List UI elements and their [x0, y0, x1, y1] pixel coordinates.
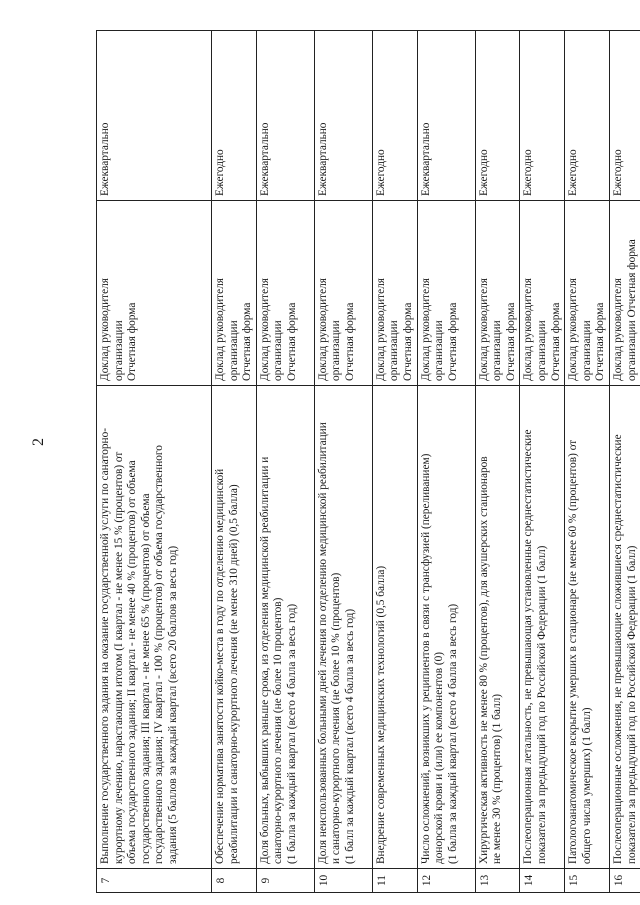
report-line: Доклад руководителя	[316, 278, 329, 381]
report-line: Отчетная форма	[549, 302, 562, 381]
report-cell	[256, 201, 314, 386]
page-number: 2	[30, 438, 47, 446]
row-number: 14	[520, 869, 565, 893]
report-line: организации	[330, 320, 343, 381]
indicator-cell	[417, 386, 475, 869]
indicator-cell	[372, 386, 417, 869]
row-number: 15	[565, 869, 610, 893]
row-number: 11	[372, 869, 417, 893]
period-cell: Ежегодно	[212, 31, 257, 201]
report-cell	[520, 201, 565, 386]
report-line: Отчетная форма	[401, 302, 414, 381]
report-line: Отчетная форма	[241, 302, 254, 381]
report-line: Доклад руководителя	[477, 278, 490, 381]
indicator-cell	[475, 386, 520, 869]
indicator-line: донорской крови и (или) ее компонентов (0)	[433, 651, 446, 864]
row-number: 8	[212, 869, 257, 893]
indicator-line: Доля больных, выбывших раньше срока, из отделения медицинской реабилитации и	[258, 456, 271, 864]
indicator-line: Хирургическая активность не менее 80 % (процентов), для акушерских стационаров	[477, 456, 490, 864]
period-cell: Ежегодно	[475, 31, 520, 201]
table-row	[97, 31, 212, 893]
report-line: организации	[112, 320, 125, 381]
period-cell: Ежеквартально	[314, 31, 372, 201]
indicator-cell	[565, 386, 610, 869]
row-number: 9	[256, 869, 314, 893]
table-row	[475, 31, 520, 893]
indicator-line: (1 балла за каждый квартал (всего 4 балла за весь год)	[446, 603, 459, 864]
report-line: Отчетная форма	[594, 302, 607, 381]
period-cell: Ежегодно	[565, 31, 610, 201]
indicator-line: реабилитации и санаторно-курортного лечения (не менее 310 дней) (0,5 балла)	[227, 484, 240, 864]
indicator-cell	[609, 386, 640, 869]
table-row	[256, 31, 314, 893]
indicators-table	[96, 30, 640, 893]
indicator-line: не менее 30 % (процентов) (1 балл)	[491, 694, 504, 864]
table-row	[372, 31, 417, 893]
period-cell: Ежегодно	[520, 31, 565, 201]
indicator-cell	[256, 386, 314, 869]
report-line: организации	[227, 320, 240, 381]
indicator-line: показатели за предыдущий год по Российской Федерации (1 балл)	[535, 545, 548, 864]
rotated-table-container	[96, 31, 638, 893]
report-cell	[609, 201, 640, 386]
period-cell: Ежеквартально	[256, 31, 314, 201]
report-cell	[372, 201, 417, 386]
report-line: Доклад руководителя	[214, 278, 226, 381]
indicator-cell	[314, 386, 372, 869]
row-number: 12	[417, 869, 475, 893]
report-line: Доклад руководителя	[99, 278, 111, 381]
report-line: Доклад руководителя	[611, 278, 624, 381]
report-line: Отчетная форма	[504, 302, 517, 381]
indicator-cell	[97, 386, 212, 869]
indicator-line: Патологоанатомическое вскрытие умерших в стационаре (не менее 60 % (процентов) от	[567, 439, 580, 864]
report-line: Отчетная форма	[126, 302, 139, 381]
period-cell: Ежегодно	[372, 31, 417, 201]
report-line: Доклад руководителя	[258, 278, 271, 381]
indicator-line: Послеоперационные осложнения, не превышающие сложившиеся среднестатистические	[611, 434, 624, 864]
indicator-line: Доля неиспользованных больными дней лечения по отделению медицинской реабилитации	[316, 422, 329, 864]
indicator-line: (1 балла за каждый квартал (всего 4 балла за весь год)	[285, 603, 298, 864]
table-row	[565, 31, 610, 893]
row-number: 10	[314, 869, 372, 893]
report-line: Доклад руководителя	[522, 278, 535, 381]
report-line: организации	[491, 320, 504, 381]
report-cell	[314, 201, 372, 386]
table-row	[212, 31, 257, 893]
indicator-cell	[212, 386, 257, 869]
report-cell	[212, 201, 257, 386]
indicator-line: (1 балл за каждый квартал (всего 4 балла за весь год)	[343, 608, 356, 864]
report-line: организации	[272, 320, 285, 381]
indicator-cell	[520, 386, 565, 869]
indicator-line: объема государственного задания; II квартал - не менее 40 % (процентов) от объема	[126, 460, 139, 864]
period-cell: Ежеквартально	[97, 31, 212, 201]
indicator-line: и санаторно-курортного лечения (не более 10 % (процентов)	[330, 572, 343, 864]
indicator-line: общего числа умерших) (1 балл)	[580, 707, 593, 864]
indicator-line: курортному лечению, нарастающим итогом (I квартал - не менее 15 % (процентов) от	[112, 451, 125, 864]
table-row	[520, 31, 565, 893]
report-cell	[417, 201, 475, 386]
indicator-line: показатели за предыдущий год по Российской Федерации (1 балл)	[625, 545, 638, 864]
report-line: Отчетная форма	[343, 302, 356, 381]
report-line: организации Отчетная форма	[625, 239, 638, 381]
indicator-line: государственного задания; III квартал - не менее 65 % (процентов) от объема	[139, 493, 152, 864]
row-number: 7	[97, 869, 212, 893]
indicator-line: задания (5 баллов за каждый квартал (всего 20 баллов за весь год)	[166, 545, 179, 864]
indicator-line: Внедрение современных медицинских технологий (0,5 балла)	[374, 565, 387, 864]
table-row	[417, 31, 475, 893]
report-line: Доклад руководителя	[567, 278, 580, 381]
period-cell: Ежеквартально	[417, 31, 475, 201]
report-line: организации	[535, 320, 548, 381]
row-number: 16	[609, 869, 640, 893]
report-line: организации	[580, 320, 593, 381]
report-line: Отчетная форма	[285, 302, 298, 381]
indicator-line: Число осложнений, возникших у реципиентов в связи с трансфузией (переливанием)	[419, 453, 432, 864]
report-line: Отчетная форма	[446, 302, 459, 381]
row-number: 13	[475, 869, 520, 893]
report-line: Доклад руководителя	[419, 278, 432, 381]
table-row	[314, 31, 372, 893]
report-cell	[565, 201, 610, 386]
report-cell	[97, 201, 212, 386]
table-row	[609, 31, 640, 893]
indicator-line: Выполнение государственного задания на оказание государственной услуги по санаторно-	[99, 428, 111, 864]
indicator-line: государственного задания; IV квартал - 100 % (процентов) от объема государственного	[153, 445, 166, 864]
indicator-line: Обеспечение норматива занятости койко-места в году по отделению медицинской	[214, 468, 226, 864]
indicator-line: Послеоперационная летальность, не превышающая установленные среднестатистические	[522, 429, 535, 864]
report-line: организации	[388, 320, 401, 381]
period-cell: Ежегодно	[609, 31, 640, 201]
report-line: Доклад руководителя	[374, 278, 387, 381]
report-cell	[475, 201, 520, 386]
report-line: организации	[433, 320, 446, 381]
indicator-line: санаторно-курортного лечения (не более 10 процентов)	[272, 597, 285, 864]
